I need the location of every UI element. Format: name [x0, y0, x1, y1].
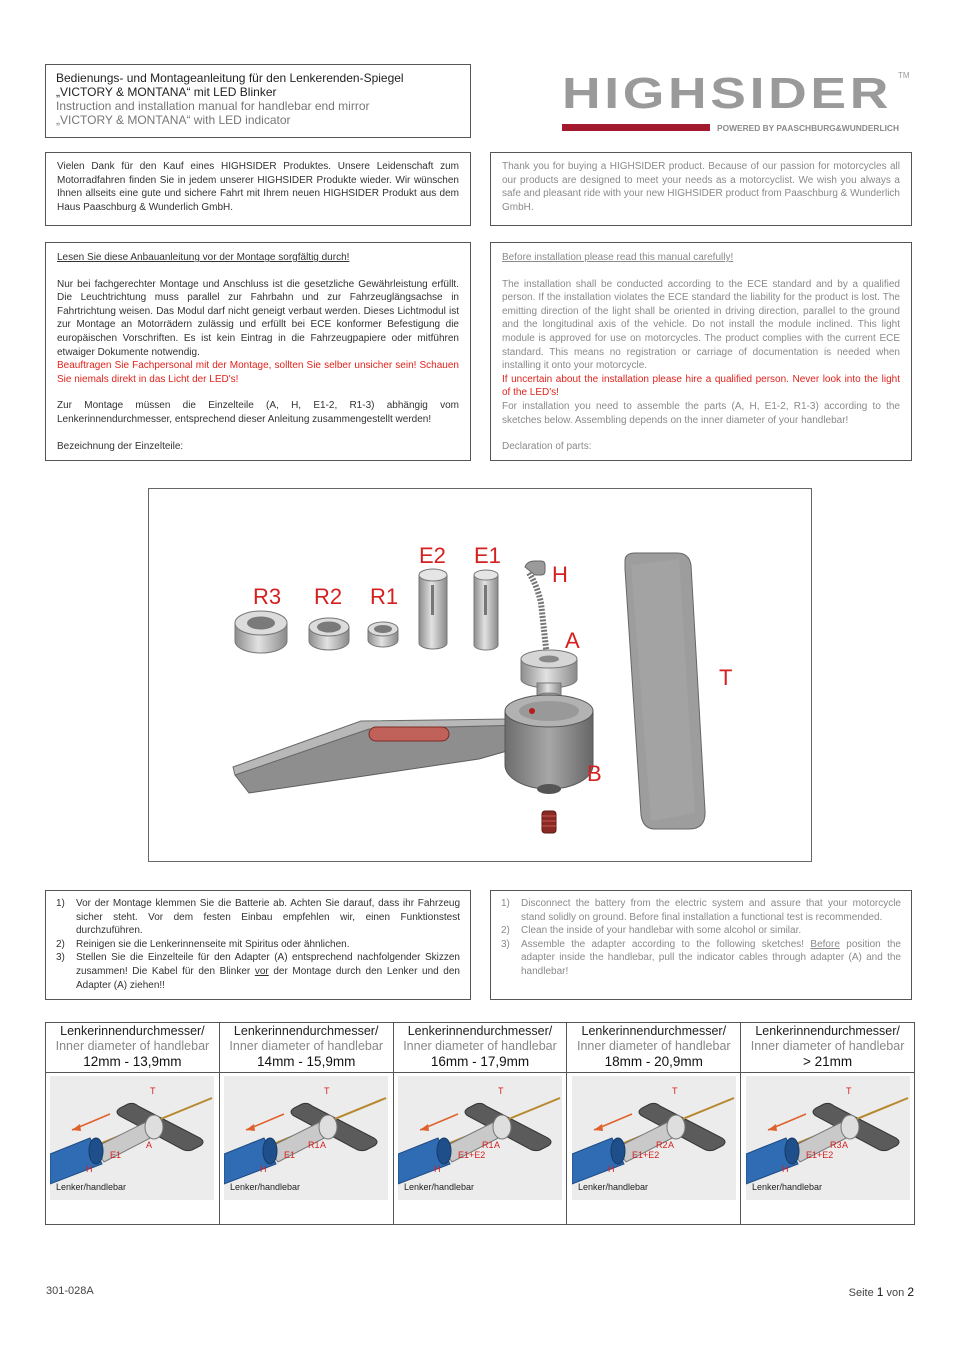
label-r3: R3: [253, 584, 282, 609]
part-a-adapter: [521, 650, 577, 701]
sketch-adapter-end: [319, 1115, 337, 1139]
diameter-header-cell: [219, 1023, 393, 1073]
step-number: 1): [501, 898, 510, 909]
sketch-adapter-end: [145, 1115, 163, 1139]
sketch-label-e: E1+E2: [805, 1150, 833, 1160]
header-de: Lenkerinnendurchmesser/: [755, 1024, 900, 1038]
sketch-label-a: A: [493, 1140, 500, 1150]
mirror-arm: [233, 719, 521, 793]
sketch-adapter-end: [841, 1115, 859, 1139]
page-total: 2: [907, 1285, 914, 1299]
diameter-image-cell: [741, 1073, 915, 1225]
sketch-label-e: E1: [110, 1150, 122, 1160]
title-de-line2: „VICTORY & MONTANA“ mit LED Blinker: [56, 85, 277, 99]
step-text: Assemble the adapter according to the following sketches!: [521, 938, 811, 950]
parts-label-de: Bezeichnung der Einzelteile:: [57, 440, 184, 452]
diameter-header-cell: [741, 1023, 915, 1073]
instructions-box-de: [45, 242, 471, 461]
ring-r1: [368, 622, 398, 647]
sketch-handlebar-end: [611, 1138, 625, 1164]
step-de-2: [56, 938, 460, 952]
parts-figure: [148, 488, 812, 862]
instructions-box-en: [490, 242, 912, 461]
title-en-line1: Instruction and installation manual for handlebar end mirror: [56, 99, 370, 113]
sketch-label-r: R1: [481, 1140, 494, 1150]
sketch-caption: Lenker/handlebar: [751, 1182, 822, 1192]
sketch-handlebar-end: [785, 1138, 799, 1164]
diameter-image-cell: [219, 1073, 393, 1225]
step-number: 2): [56, 938, 65, 950]
step-en-3: [501, 938, 901, 979]
sketch-label-a: A: [320, 1140, 327, 1150]
step-text: Clean the inside of your handlebar with some alcohol or similar.: [521, 925, 802, 937]
diameter-header-cell: [567, 1023, 741, 1073]
step-en-1: [501, 897, 901, 924]
logo-trademark: TM: [898, 71, 910, 80]
sketch-handlebar-end: [263, 1138, 277, 1164]
sketch-label-a: A: [667, 1140, 674, 1150]
sleeve-e2: [419, 569, 447, 649]
diameter-header-row: [46, 1023, 915, 1073]
part-t-mirror-glass: [625, 553, 705, 829]
instructions-assembly-en: For installation you need to assemble the parts (A, H, E1-2, R1-3) according to the sketches below. Assembling depends on the inner diameter of your handlebar!: [502, 400, 900, 426]
header-de: Lenkerinnendurchmesser/: [581, 1024, 727, 1038]
logo-wordmark: HIGHSIDER: [562, 69, 892, 118]
diameter-range: > 21mm: [803, 1054, 853, 1069]
diameter-header-cell: [393, 1023, 567, 1073]
part-b-housing: [505, 695, 593, 794]
sketch-label-r: R2: [655, 1140, 668, 1150]
step-text: Reinigen sie die Lenkerinnenseite mit Spiritus oder ähnlichen.: [76, 938, 350, 950]
diameter-header-cell: [46, 1023, 220, 1073]
header-de: Lenkerinnendurchmesser/: [233, 1024, 379, 1038]
label-e2: E2: [419, 543, 446, 568]
sketch-label-r: R3: [829, 1140, 842, 1150]
step-text-underlined: Before: [810, 938, 840, 950]
step-text: position the adapter inside the handlebar, pull the indicator cables through adapter (A) and the handlebar!: [521, 938, 901, 977]
sketch-label-t: T: [150, 1086, 156, 1096]
sketch-label-h: H: [260, 1164, 267, 1174]
thanks-text-en: Thank you for buying a HIGHSIDER product. Because of our passion for motorcycles all our products are designed to meet your needs as a motorcyclist. We wish you always a safe and pleasant ride with your new HIGHSIDER product from Paaschburg & Wunderlich GmbH.: [502, 161, 900, 213]
step-text: Stellen Sie die Einzelteile für den Adapter (A) entsprechend nachfolgender Skizzen zusammen! Die Kabel für den Blinker: [76, 952, 460, 977]
step-de-3: [56, 951, 460, 992]
header-en: Inner diameter of handlebar: [750, 1039, 905, 1053]
sketch-label-t: T: [497, 1086, 504, 1096]
instructions-body-de: Nur bei fachgerechter Montage und Anschluss ist die gesetzliche Gewährleistung erfüllt. Die Leuchtrichtung muss parallel zur Fahrbahn und zur Fahrzeuglängsachse in Fahrtrichtung weisen. Das Modul darf nicht geneigt verbaut werden. Dieses Lichtmodul ist zur Montage an Motorrädern zulässig und erfüllt bei ECE konformer Befestigung die europäischen Vorschriften. Es ist kein Eintrag in die Fahrzeugpapiere oder mitführen etwaiger Dokumente notwendig.: [57, 278, 459, 358]
sketch-label-h: H: [433, 1164, 441, 1174]
sketch-caption: Lenker/handlebar: [56, 1182, 127, 1192]
sketch-adapter-end: [493, 1115, 511, 1139]
step-text-underlined: vor: [254, 965, 269, 977]
sketch-caption: Lenker/handlebar: [230, 1182, 301, 1192]
label-e1: E1: [474, 543, 501, 568]
part-h-spring: [525, 561, 547, 657]
ring-r3: [235, 611, 287, 653]
thanks-box-de: [45, 152, 471, 226]
sketch-label-t: T: [845, 1086, 852, 1096]
step-number: 1): [56, 898, 65, 909]
header-de: Lenkerinnendurchmesser/: [407, 1024, 553, 1038]
steps-box-en: [490, 890, 912, 1000]
header-de: Lenkerinnendurchmesser/: [60, 1024, 205, 1038]
label-r2: R2: [314, 584, 343, 609]
instructions-heading-de: Lesen Sie diese Anbauanleitung vor der Montage sorgfältig durch!: [57, 252, 350, 263]
sketch-adapter-end: [667, 1115, 685, 1139]
sketch-label-t: T: [671, 1086, 678, 1096]
sketch-label-e: E1+E2: [631, 1150, 660, 1160]
document-number: 301-028A: [46, 1285, 94, 1297]
page-mid: von: [883, 1287, 908, 1299]
sketch-caption: Lenker/handlebar: [577, 1182, 648, 1192]
highsider-logo: [560, 66, 915, 138]
sleeve-e1: [474, 570, 498, 650]
steps-box-de: [45, 890, 471, 1000]
label-r1: R1: [370, 584, 399, 609]
header-en: Inner diameter of handlebar: [229, 1039, 383, 1053]
diameter-range: 12mm - 13,9mm: [83, 1054, 182, 1069]
instructions-body-en: The installation shall be conducted according to the ECE standard and by a qualified person. If the installation violates the ECE standard the liability for the product is lost. The emitting direction of the light shall be oriented in driving direction, parallel to the ground and the longitudinal axis of the vehicle. Do not install the module inclined. This light module is approved for use on motorcycles. The product complies with the current ECE standard. This means no registration or carriage of documentation is needed when installing it onto your motorcycle.: [502, 278, 900, 372]
title-de-line1: Bedienungs- und Montageanleitung für den Lenkerenden-Spiegel: [56, 71, 404, 85]
sketch-label-r: R1: [308, 1140, 320, 1150]
sketch-caption: Lenker/handlebar: [403, 1182, 475, 1192]
label-a: A: [565, 628, 580, 653]
sketch-label-t: T: [324, 1086, 330, 1096]
page-current: 1: [876, 1285, 884, 1299]
instructions-warning-de: Beauftragen Sie Fachpersonal mit der Montage, sollten Sie selber unsicher sein! Schauen Sie niemals direkt in das Licht der LED's!: [57, 360, 459, 385]
instructions-warning-en: If uncertain about the installation please hire a qualified person. Never look into the light of the LED's!: [502, 373, 900, 399]
diameter-image-cell: [393, 1073, 567, 1225]
instructions-assembly-de: Zur Montage müssen die Einzelteile (A, H, E1-2, R1-3) abhängig vom Lenkerinnendurchmesser, entsprechend dieser Anleitung zusammengestellt werden!: [57, 400, 459, 425]
sketch-label-e: E1: [284, 1150, 296, 1160]
step-text: der Montage durch den Lenker und den Adapter (A) ziehen!!: [76, 965, 460, 991]
step-number: 3): [56, 952, 65, 964]
diameter-table: [45, 1022, 915, 1225]
sketch-label-h: H: [781, 1164, 789, 1174]
sketch-label-a: A: [146, 1140, 153, 1150]
led-indicator: [369, 727, 449, 741]
instructions-heading-en: Before installation please read this manual carefully!: [502, 252, 734, 263]
header-en: Inner diameter of handlebar: [55, 1039, 210, 1053]
sketch-2: [224, 1076, 388, 1200]
sketch-handlebar-end: [437, 1138, 451, 1164]
red-screw: [542, 811, 556, 833]
header-en: Inner diameter of handlebar: [403, 1039, 557, 1053]
sketch-label-h: H: [607, 1164, 615, 1174]
parts-label-en: Declaration of parts:: [502, 441, 592, 453]
sketch-5: [746, 1076, 910, 1200]
step-text: Vor der Montage klemmen Sie die Batterie ab. Achten Sie darauf, dass ihr Fahrzeug sicher steht. Vor dem festen Einbau empfehlen wir, einen Funktionstest durchzuführen.: [76, 898, 460, 937]
step-number: 3): [501, 938, 510, 950]
sketch-3: [398, 1076, 562, 1200]
sketch-1: [50, 1076, 214, 1200]
diameter-range: 14mm - 15,9mm: [257, 1054, 356, 1069]
label-b: B: [587, 761, 602, 786]
header-en: Inner diameter of handlebar: [577, 1039, 731, 1053]
step-number: 2): [501, 925, 510, 937]
label-t: T: [719, 665, 733, 690]
diameter-image-row: [46, 1073, 915, 1225]
page-indicator: [849, 1285, 914, 1299]
title-box: [45, 64, 471, 138]
thanks-box-en: [490, 152, 912, 226]
step-text: Disconnect the battery from the electric system and assure that your motorcycle stand solidly on ground. Before final installation a functional test is recommended.: [521, 898, 901, 923]
diameter-image-cell: [46, 1073, 220, 1225]
diameter-image-cell: [567, 1073, 741, 1225]
sketch-label-h: H: [86, 1164, 93, 1174]
sketch-label-e: E1+E2: [457, 1150, 486, 1160]
step-de-1: [56, 897, 460, 938]
logo-tagline: POWERED BY PAASCHBURG&WUNDERLICH: [717, 124, 900, 133]
sketch-4: [572, 1076, 736, 1200]
diameter-range: 18mm - 20,9mm: [604, 1054, 703, 1069]
thanks-text-de: Vielen Dank für den Kauf eines HIGHSIDER Produktes. Unsere Leidenschaft zum Motorradfahren finden Sie in jedem unserer HIGHSIDER Produkte wieder. Wir wünschen Ihnen allseits eine gute und sichere Fahrt mit Ihrem neuen HIGHSIDER Produkt aus dem Haus Paaschburg & Wunderlich GmbH.: [57, 161, 459, 213]
step-en-2: [501, 924, 901, 938]
page-prefix: Seite: [848, 1287, 877, 1299]
diameter-range: 16mm - 17,9mm: [430, 1054, 530, 1069]
ring-r2: [309, 618, 349, 650]
sketch-label-a: A: [841, 1140, 848, 1150]
sketch-handlebar-end: [89, 1138, 103, 1164]
logo-red-bar: [562, 124, 710, 131]
label-h: H: [552, 562, 568, 587]
title-en-line2: „VICTORY & MONTANA“ with LED indicator: [56, 113, 291, 127]
